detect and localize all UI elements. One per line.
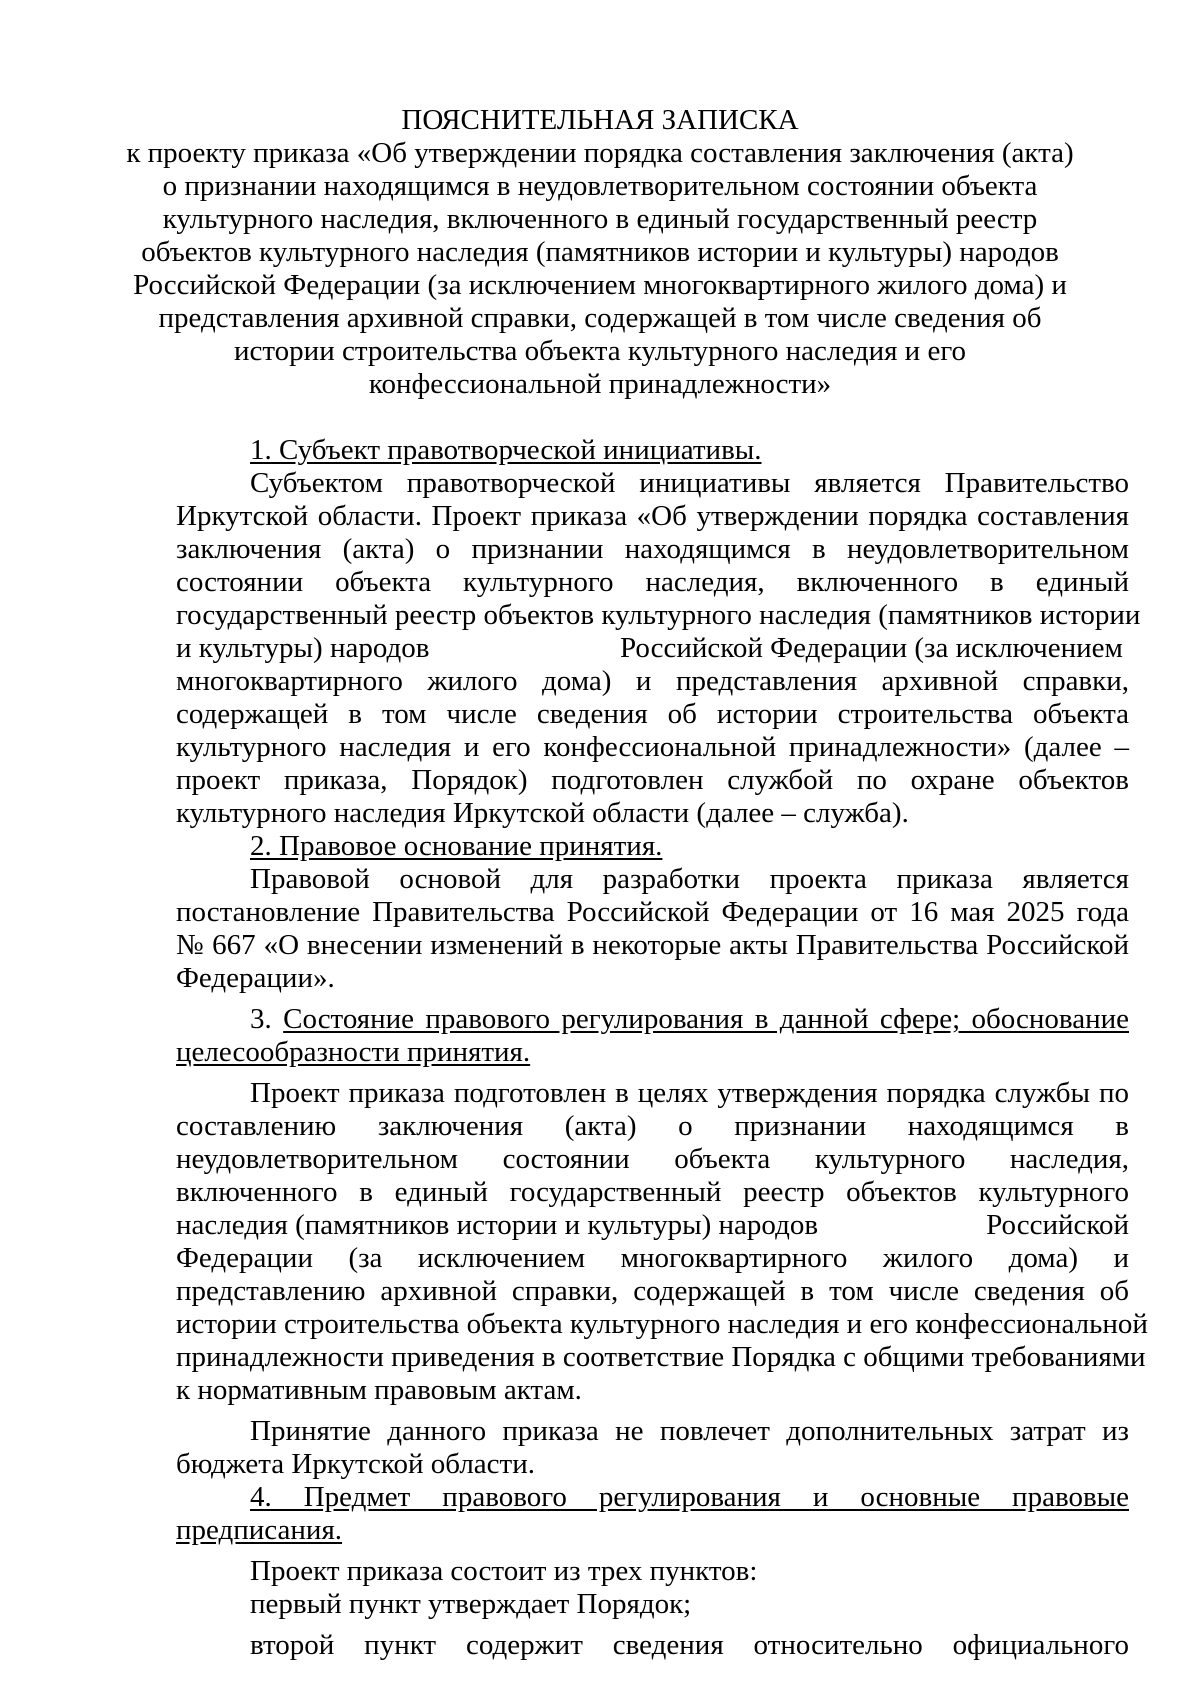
section-3-heading: 3. Состояние правового регулирования в данной сфере; обоснование	[250, 1003, 1129, 1035]
paragraph-line: Проект приказа состоит из трех пунктов:	[250, 1555, 758, 1587]
paragraph-line: № 667 «О внесении изменений в некоторые акты Правительства Российской	[176, 929, 1129, 961]
paragraph-line: составлению заключения (акта) о признании находящимся в	[176, 1110, 1129, 1142]
paragraph-line: государственный реестр объектов культурного наследия (памятников истории	[176, 599, 1141, 631]
section-4-heading: 4. Предмет правового регулирования и основные правовые	[250, 1481, 1129, 1513]
paragraph-line: к нормативным правовым актам.	[176, 1374, 582, 1406]
section-4-heading-cont: предписания.	[176, 1514, 343, 1546]
paragraph-line: содержащей в том числе сведения об истории строительства объекта	[176, 698, 1129, 730]
paragraph-line: культурного наследия и его конфессиональной принадлежности» (далее –	[176, 731, 1129, 763]
paragraph-line: и культуры) народов	[176, 632, 430, 664]
paragraph-line: постановление Правительства Российской Федерации от 16 мая 2025 года	[176, 896, 1129, 928]
paragraph-line: заключения (акта) о признании находящимся в неудовлетворительном	[176, 533, 1129, 565]
section-1-heading: 1. Субъект правотворческой инициативы.	[250, 434, 762, 466]
paragraph-line: многоквартирного жилого дома) и представления архивной справки,	[176, 665, 1129, 697]
title-line: истории строительства объекта культурного наследия и его	[234, 335, 966, 367]
title-line: объектов культурного наследия (памятников истории и культуры) народов	[141, 236, 1059, 268]
paragraph-line: Субъектом правотворческой инициативы является Правительство	[250, 467, 1129, 499]
paragraph-line: принадлежности приведения в соответствие Порядка с общими требованиями	[176, 1341, 1146, 1373]
paragraph-line: проект приказа, Порядок) подготовлен службой по охране объектов	[176, 764, 1129, 796]
section-3-number: 3.	[250, 1003, 272, 1035]
paragraph-line: второй пункт содержит сведения относительно официального	[250, 1629, 1129, 1661]
title-line: культурного наследия, включенного в единый государственный реестр	[162, 203, 1038, 235]
paragraph-line: включенного в единый государственный реестр объектов культурного	[176, 1176, 1129, 1208]
paragraph-line: Федерации».	[176, 962, 335, 994]
paragraph-line: Федерации (за исключением многоквартирного жилого дома) и	[176, 1242, 1129, 1274]
paragraph-line: первый пункт утверждает Порядок;	[250, 1588, 692, 1620]
title-line: Российской Федерации (за исключением многоквартирного жилого дома) и	[133, 269, 1067, 301]
paragraph-line: Российской Федерации (за исключением	[620, 632, 1123, 664]
paragraph-line: Проект приказа подготовлен в целях утверждения порядка службы по	[250, 1077, 1129, 1109]
title-line: представления архивной справки, содержащей в том числе сведения об	[158, 302, 1042, 334]
paragraph-line: культурного наследия Иркутской области (далее – служба).	[176, 797, 909, 829]
paragraph-line: Иркутской области. Проект приказа «Об утверждении порядка составления	[176, 500, 1129, 532]
paragraph-line: Принятие данного приказа не повлечет дополнительных затрат из	[250, 1415, 1129, 1447]
section-3-heading-cont: целесообразности принятия.	[176, 1036, 531, 1068]
paragraph-line: истории строительства объекта культурного наследия и его конфессиональной	[176, 1308, 1148, 1340]
paragraph-line: неудовлетворительном состоянии объекта культурного наследия,	[176, 1143, 1129, 1175]
paragraph-line: Российской	[986, 1209, 1129, 1241]
section-2-heading: 2. Правовое основание принятия.	[250, 830, 663, 862]
paragraph-line: наследия (памятников истории и культуры) народов	[176, 1209, 819, 1241]
title-line: к проекту приказа «Об утверждении порядка составления заключения (акта)	[126, 137, 1074, 169]
paragraph-line: бюджета Иркутской области.	[176, 1448, 535, 1480]
document-title: ПОЯСНИТЕЛЬНАЯ ЗАПИСКА	[401, 104, 799, 136]
title-line: конфессиональной принадлежности»	[368, 368, 832, 400]
paragraph-line: Правовой основой для разработки проекта приказа является	[250, 863, 1129, 895]
title-line: о признании находящимся в неудовлетворительном состоянии объекта	[162, 170, 1038, 202]
paragraph-line: представлению архивной справки, содержащей в том числе сведения об	[176, 1275, 1129, 1307]
paragraph-line: состоянии объекта культурного наследия, включенного в единый	[176, 566, 1129, 598]
